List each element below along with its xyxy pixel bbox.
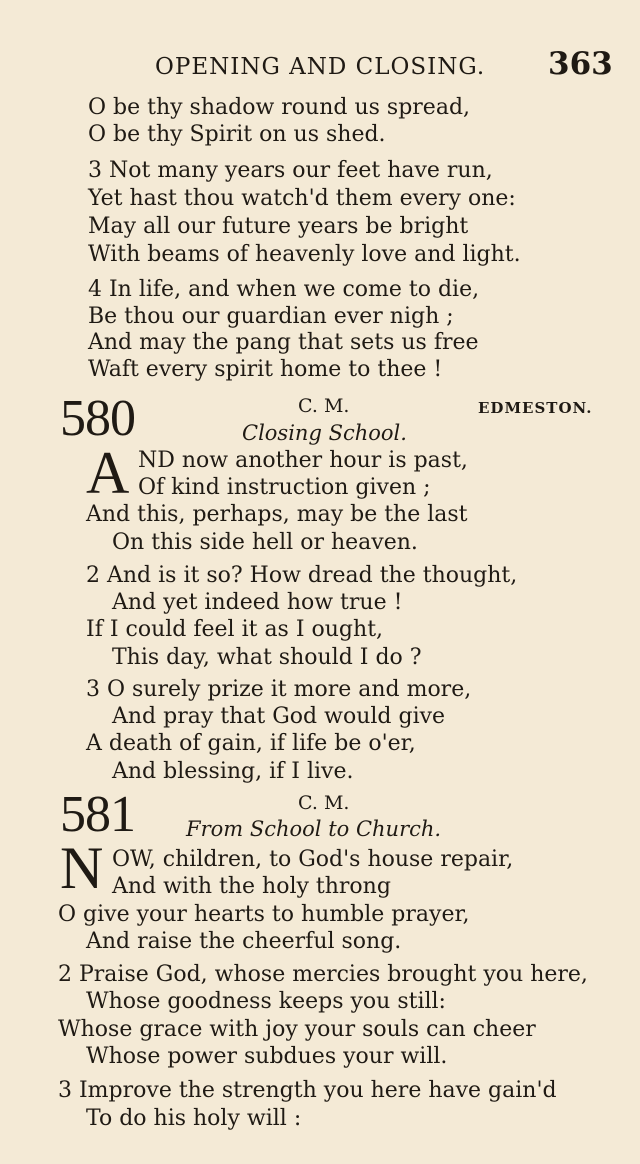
verse-line: And yet indeed how true !	[112, 590, 403, 615]
verse-line: Whose goodness keeps you still:	[86, 989, 446, 1014]
verse-line: 2 And is it so? How dread the thought,	[86, 563, 518, 588]
verse-line: If I could feel it as I ought,	[86, 617, 384, 642]
verse-line: 4 In life, and when we come to die,	[88, 277, 480, 302]
hymn-number: 581	[60, 786, 135, 843]
hymn-number: 580	[60, 390, 135, 447]
verse-line: Waft every spirit home to thee !	[88, 357, 443, 382]
verse-line: O be thy shadow round us spread,	[88, 95, 471, 120]
verse-line: And may the pang that sets us free	[88, 330, 479, 355]
verse-line: ND now another hour is past,	[138, 448, 468, 473]
verse-line: Whose power subdues your will.	[86, 1044, 448, 1069]
verse-line: And this, perhaps, may be the last	[86, 502, 468, 527]
verse-line: O give your hearts to humble prayer,	[58, 902, 470, 927]
verse-line: And with the holy throng	[112, 874, 391, 899]
verse-line: Be thou our guardian ever nigh ;	[88, 304, 454, 329]
verse-line: Yet hast thou watch'd them every one:	[88, 186, 516, 211]
drop-cap: A	[86, 440, 130, 506]
verse-line: And pray that God would give	[112, 704, 446, 729]
tune-name: EDMESTON.	[478, 399, 593, 417]
verse-line: To do his holy will :	[86, 1106, 302, 1131]
hymn-meter: C. M.	[298, 792, 350, 814]
verse-line: And raise the cheerful song.	[86, 929, 402, 954]
verse-line: 3 O surely prize it more and more,	[86, 677, 472, 702]
verse-line: Whose grace with joy your souls can cheer	[58, 1017, 536, 1042]
hymn-subtitle: Closing School.	[242, 421, 407, 445]
verse-line: May all our future years be bright	[88, 214, 469, 239]
drop-cap: N	[60, 835, 104, 901]
verse-line: A death of gain, if life be o'er,	[86, 731, 416, 756]
hymn-meter: C. M.	[298, 395, 350, 417]
verse-line: 3 Improve the strength you here have gain'd	[58, 1078, 557, 1103]
verse-line: This day, what should I do ?	[112, 645, 422, 670]
hymn-subtitle: From School to Church.	[186, 817, 442, 841]
page-number: 363	[548, 46, 613, 82]
verse-line: With beams of heavenly love and light.	[88, 242, 521, 267]
running-header: OPENING AND CLOSING.	[155, 54, 486, 80]
verse-line: Of kind instruction given ;	[138, 475, 431, 500]
verse-line: 3 Not many years our feet have run,	[88, 158, 493, 183]
verse-line: 2 Praise God, whose mercies brought you here,	[58, 962, 588, 987]
verse-line: O be thy Spirit on us shed.	[88, 122, 386, 147]
verse-line: And blessing, if I live.	[112, 759, 354, 784]
verse-line: On this side hell or heaven.	[112, 530, 418, 555]
verse-line: OW, children, to God's house repair,	[112, 847, 514, 872]
